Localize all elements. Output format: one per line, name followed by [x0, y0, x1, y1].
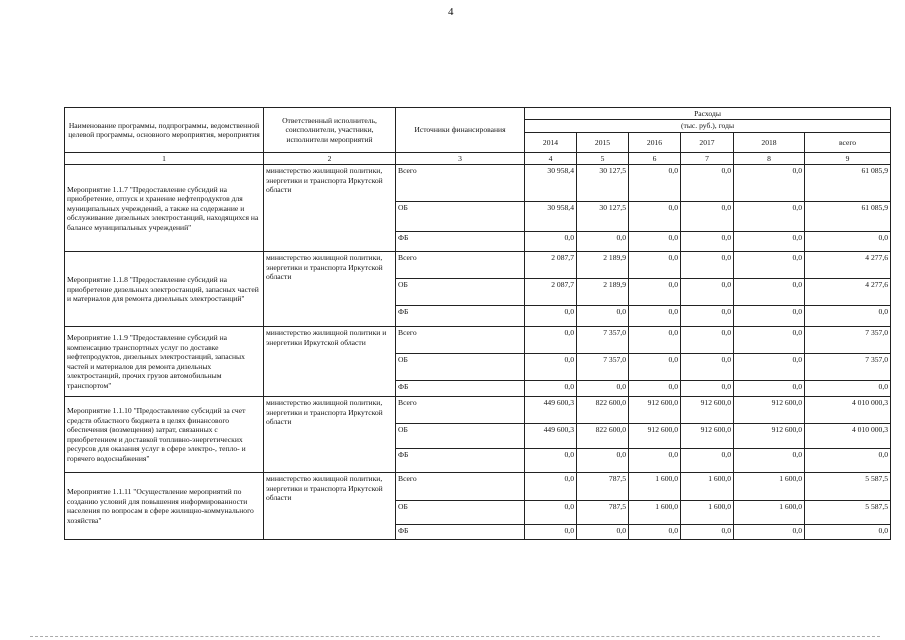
expense-value: 0,0 — [681, 165, 734, 201]
expense-value: 0,0 — [805, 381, 891, 397]
column-number: 4 — [525, 152, 577, 164]
expense-value: 1 600,0 — [629, 473, 681, 501]
header-year: 2017 — [681, 132, 734, 152]
table-body — [65, 165, 891, 540]
header-year: 2016 — [629, 132, 681, 152]
funding-source: ФБ — [396, 448, 525, 473]
funding-source: Всего — [396, 327, 525, 354]
page-edge-line — [30, 636, 880, 637]
table-row — [65, 252, 891, 279]
header-year: всего — [805, 132, 891, 152]
table-row — [65, 473, 891, 501]
expense-value: 787,5 — [577, 501, 629, 525]
expense-value: 4 277,6 — [805, 279, 891, 306]
expense-value: 7 357,0 — [805, 327, 891, 354]
expense-value: 30 958,4 — [525, 165, 577, 201]
column-number: 7 — [681, 152, 734, 164]
expense-value: 0,0 — [629, 165, 681, 201]
expense-value: 0,0 — [525, 306, 577, 327]
funding-source: ОБ — [396, 354, 525, 381]
column-number: 8 — [734, 152, 805, 164]
expense-value: 0,0 — [577, 381, 629, 397]
expense-value: 7 357,0 — [577, 354, 629, 381]
expense-value: 0,0 — [681, 252, 734, 279]
expense-value: 0,0 — [681, 327, 734, 354]
expense-value: 0,0 — [681, 354, 734, 381]
expense-value: 0,0 — [734, 279, 805, 306]
expense-value: 0,0 — [525, 381, 577, 397]
expense-value: 0,0 — [629, 231, 681, 251]
funding-source: Всего — [396, 397, 525, 424]
expense-value: 0,0 — [577, 306, 629, 327]
expense-value: 0,0 — [734, 306, 805, 327]
expense-value: 912 600,0 — [681, 424, 734, 449]
measure-name: Мероприятие 1.1.10 "Предоставление субсидий за счет средств областного бюджета в целях финансового обеспечения (возмещения) затрат, связанных с приобретением и доставкой топливно-энергетических ресурсов для оказания услуг в сфере электро-, тепло- и горячего водоснабжения" — [65, 397, 264, 473]
header-units: (тыс. руб.), годы — [525, 120, 891, 132]
expense-value: 0,0 — [525, 327, 577, 354]
expense-value: 1 600,0 — [734, 473, 805, 501]
expense-value: 0,0 — [734, 354, 805, 381]
funding-source: ОБ — [396, 424, 525, 449]
funding-source: ОБ — [396, 501, 525, 525]
funding-source: ФБ — [396, 524, 525, 539]
table-row — [65, 327, 891, 354]
measure-responsible: министерство жилищной политики, энергетики и транспорта Иркутской области — [264, 397, 396, 473]
funding-source: ФБ — [396, 306, 525, 327]
expense-value: 2 087,7 — [525, 252, 577, 279]
expense-value: 0,0 — [525, 473, 577, 501]
expense-value: 30 127,5 — [577, 201, 629, 231]
expense-value: 2 189,9 — [577, 279, 629, 306]
table-row — [65, 165, 891, 201]
measure-name: Мероприятие 1.1.9 "Предоставление субсидий на компенсацию транспортных услуг по доставке нефтепродуктов, дизельных электростанций, запасных частей и материалов для ремонта дизельных электростанций, прочих грузов автомобильным транспортом" — [65, 327, 264, 397]
expense-value: 0,0 — [805, 231, 891, 251]
expense-value: 0,0 — [734, 381, 805, 397]
column-number: 1 — [65, 152, 264, 164]
column-number: 2 — [264, 152, 396, 164]
header-sources: Источники финансирования — [396, 108, 525, 153]
table-row — [65, 397, 891, 424]
expense-value: 822 600,0 — [577, 424, 629, 449]
expense-value: 0,0 — [681, 448, 734, 473]
funding-source: Всего — [396, 473, 525, 501]
expense-value: 912 600,0 — [681, 397, 734, 424]
expense-value: 1 600,0 — [734, 501, 805, 525]
expense-value: 0,0 — [629, 354, 681, 381]
expense-value: 0,0 — [577, 231, 629, 251]
funding-source: ФБ — [396, 381, 525, 397]
expense-value: 0,0 — [525, 354, 577, 381]
expense-value: 0,0 — [629, 381, 681, 397]
expense-value: 5 587,5 — [805, 501, 891, 525]
measure-responsible: министерство жилищной политики, энергетики и транспорта Иркутской области — [264, 165, 396, 252]
expense-value: 0,0 — [805, 306, 891, 327]
measure-responsible: министерство жилищной политики и энергетики Иркутской области — [264, 327, 396, 397]
expense-value: 912 600,0 — [629, 397, 681, 424]
funding-source: ОБ — [396, 201, 525, 231]
expense-value: 0,0 — [577, 448, 629, 473]
expense-value: 0,0 — [629, 252, 681, 279]
expense-value: 449 600,3 — [525, 397, 577, 424]
expense-value: 912 600,0 — [734, 424, 805, 449]
expense-value: 2 087,7 — [525, 279, 577, 306]
measure-name: Мероприятие 1.1.8 "Предоставление субсидий на приобретение дизельных электростанций, запасных частей и материалов для ремонта дизельных электростанций" — [65, 252, 264, 327]
expense-value: 0,0 — [681, 381, 734, 397]
expense-value: 449 600,3 — [525, 424, 577, 449]
expense-value: 4 277,6 — [805, 252, 891, 279]
expense-value: 0,0 — [681, 524, 734, 539]
header-year: 2015 — [577, 132, 629, 152]
column-number: 6 — [629, 152, 681, 164]
funding-source: Всего — [396, 252, 525, 279]
expense-value: 0,0 — [734, 327, 805, 354]
expense-value: 0,0 — [734, 524, 805, 539]
expense-value: 4 010 000,3 — [805, 397, 891, 424]
expense-value: 787,5 — [577, 473, 629, 501]
funding-source: Всего — [396, 165, 525, 201]
funding-source: ОБ — [396, 279, 525, 306]
expense-value: 0,0 — [734, 231, 805, 251]
expense-value: 0,0 — [681, 201, 734, 231]
budget-table — [64, 107, 891, 540]
measure-responsible: министерство жилищной политики, энергетики и транспорта Иркутской области — [264, 252, 396, 327]
expense-value: 0,0 — [681, 279, 734, 306]
expense-value: 1 600,0 — [681, 473, 734, 501]
expense-value: 0,0 — [734, 448, 805, 473]
expense-value: 0,0 — [629, 201, 681, 231]
header-responsible: Ответственный исполнитель, соисполнители, участники, исполнители мероприятий — [264, 108, 396, 153]
expense-value: 0,0 — [681, 306, 734, 327]
expense-value: 0,0 — [805, 524, 891, 539]
column-number: 9 — [805, 152, 891, 164]
expense-value: 912 600,0 — [629, 424, 681, 449]
expense-value: 30 958,4 — [525, 201, 577, 231]
header-year: 2014 — [525, 132, 577, 152]
expense-value: 7 357,0 — [577, 327, 629, 354]
expense-value: 61 085,9 — [805, 201, 891, 231]
expense-value: 0,0 — [525, 448, 577, 473]
expense-value: 0,0 — [681, 231, 734, 251]
expense-value: 0,0 — [734, 165, 805, 201]
expense-value: 0,0 — [629, 279, 681, 306]
header-name: Наименование программы, подпрограммы, ведомственной целевой программы, основного мероприятия, мероприятия — [65, 108, 264, 153]
measure-name: Мероприятие 1.1.7 "Предоставление субсидий на приобретение, отпуск и хранение нефтепродуктов для муниципальных учреждений, а также на содержание и обслуживание дизельных электростанций, находящихся на балансе муниципальных учреждений" — [65, 165, 264, 252]
expense-value: 0,0 — [629, 306, 681, 327]
expense-value: 30 127,5 — [577, 165, 629, 201]
expense-value: 61 085,9 — [805, 165, 891, 201]
expense-value: 4 010 000,3 — [805, 424, 891, 449]
column-number: 3 — [396, 152, 525, 164]
expense-value: 7 357,0 — [805, 354, 891, 381]
expense-value: 5 587,5 — [805, 473, 891, 501]
expense-value: 0,0 — [734, 201, 805, 231]
header-year: 2018 — [734, 132, 805, 152]
column-number: 5 — [577, 152, 629, 164]
expense-value: 1 600,0 — [629, 501, 681, 525]
expense-value: 2 189,9 — [577, 252, 629, 279]
measure-name: Мероприятие 1.1.11 "Осуществление мероприятий по созданию условий для повышения информированности населения по вопросам в сфере жилищно-коммунального хозяйства" — [65, 473, 264, 540]
expense-value: 1 600,0 — [681, 501, 734, 525]
header-expenses: Расходы — [525, 108, 891, 120]
expense-value: 0,0 — [525, 231, 577, 251]
expense-value: 912 600,0 — [734, 397, 805, 424]
expense-value: 0,0 — [734, 252, 805, 279]
expense-value: 0,0 — [629, 524, 681, 539]
expense-value: 822 600,0 — [577, 397, 629, 424]
expense-value: 0,0 — [577, 524, 629, 539]
expense-value: 0,0 — [629, 327, 681, 354]
expense-value: 0,0 — [805, 448, 891, 473]
expense-value: 0,0 — [525, 524, 577, 539]
expense-value: 0,0 — [629, 448, 681, 473]
funding-source: ФБ — [396, 231, 525, 251]
measure-responsible: министерство жилищной политики, энергетики и транспорта Иркутской области — [264, 473, 396, 540]
column-number-row — [65, 152, 891, 164]
expense-value: 0,0 — [525, 501, 577, 525]
page-number: 4 — [448, 6, 454, 18]
